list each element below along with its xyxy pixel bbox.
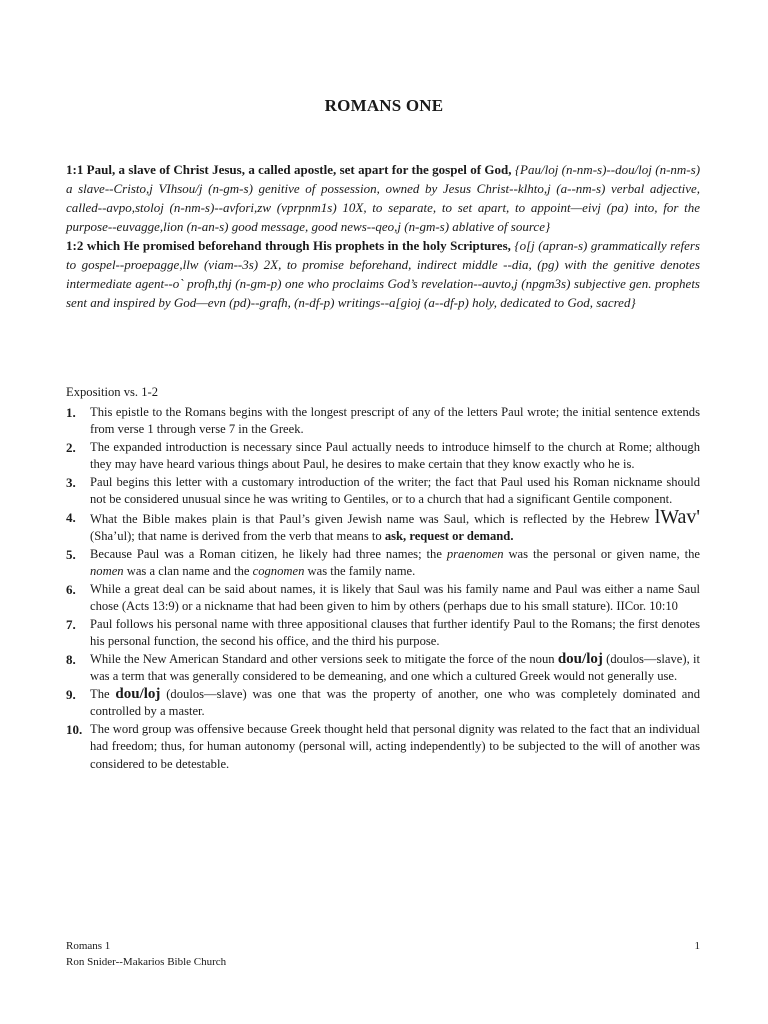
item-text: The word group was offensive because Greek thought held that personal dignity was related to the fact that an individual had freedom; thus, for human autonomy (personal will, acting independently) to be subjected to the will of another was considered to be detestable.: [90, 721, 700, 771]
item-number: 8.: [66, 651, 76, 667]
page-footer: [66, 938, 700, 970]
footer-book: Romans 1: [66, 940, 111, 952]
item-text: This epistle to the Romans begins with the longest prescript of any of the letters Paul wrote; the initial sentence extends from verse 1 through verse 7 in the Greek.: [90, 404, 700, 436]
list-item: [66, 686, 700, 721]
item-text: Paul follows his personal name with three appositional clauses that further identify Paul to the Romans; the first denotes his personal function, the second his office, and the third his purpose.: [90, 616, 700, 648]
greek-note: {Pau/loj (n-nm-s)--dou/loj (n-nm-s) a slave--Cristo,j VIhsou/j (n-gm-s) genitive of possession, owned by Jesus Christ--klhto,j (a--nm-s) verbal adjective, called--avpo,stoloj (n-nm-s)--avfori,zw (vprpnm1s) 10X, to separate, to set apart, to appoint—eivj (pa) into, for the purpose--euvagge,lion (n-an-s) good message, good news--qeo,j (n-gm-s) ablative of source}: [66, 162, 701, 234]
latin-term: nomen: [90, 564, 124, 578]
text-run: The: [90, 686, 116, 701]
item-number: 3.: [66, 474, 76, 490]
list-item: [66, 474, 700, 509]
item-text: Paul begins this letter with a customary introduction of the writer; the fact that Paul used his Roman nickname should not be considered unusual since he was writing to Gentiles, or to a church that had a significant Gentile component.: [90, 474, 700, 506]
item-text: While a great deal can be said about names, it is likely that Saul was his family name and Paul was either a name Saul chose (Acts 13:9) or a nickname that had been given to him by others (perhaps due to his small stature). IICor. 10:10: [90, 581, 700, 613]
text-run: was the family name.: [304, 564, 416, 578]
emphasis-text: ask, request or demand.: [384, 529, 514, 543]
text-run: What the Bible makes plain is that Paul’s given Jewish name was Saul, which is reflected by the Hebrew: [90, 511, 655, 526]
item-text: [90, 546, 700, 581]
item-text: [90, 686, 700, 721]
verse-text: 1:1 Paul, a slave of Christ Jesus, a called apostle, set apart for the gospel of God,: [66, 162, 512, 177]
greek-note: {o[j (apran-s) grammatically refers to gospel--proepagge,llw (viam--3s) 2X, to promise beforehand, indirect middle --dia, (pg) with the genitive denotes intermediate agent--o` profh,thj (n-gm-p) one who proclaims God’s revelation--auvto,j (npgm3s) subjective gen. prophets sent and inspired by God—evn (pd)--grafh, (n-df-p) writings--a[gioj (a--df-p) holy, dedicated to God, sacred}: [66, 238, 700, 310]
text-run: was a clan name and the: [123, 564, 253, 578]
text-run: (doulos—slave), it was a term that was generally considered to be demeaning, and one which a cultured Greek would not generally use.: [90, 651, 700, 683]
item-text: [90, 651, 700, 686]
text-run: Because Paul was a Roman citizen, he likely had three names; the: [90, 546, 447, 561]
text-run: (Sha’ul); that name is derived from the verb that means to: [90, 529, 385, 543]
exposition-heading: Exposition vs. 1-2: [66, 385, 159, 399]
page-number: 1: [694, 940, 700, 952]
item-text: The expanded introduction is necessary since Paul actually needs to introduce himself to the church at Rome; although they may have heard various things about Paul, he desires to make certain that they know exactly who he is.: [90, 439, 700, 471]
text-run: While the New American Standard and other versions seek to mitigate the force of the noun: [90, 651, 558, 666]
item-number: 5.: [66, 546, 76, 562]
list-item: [66, 581, 700, 616]
item-number: 1.: [66, 404, 76, 420]
exposition-section: [66, 384, 700, 773]
verse-section: [66, 160, 700, 312]
footer-author: Ron Snider--Makarios Bible Church: [66, 956, 227, 968]
page-title: ROMANS ONE: [324, 96, 444, 115]
list-item: [66, 616, 700, 651]
list-item: [66, 505, 700, 546]
list-item: [66, 721, 700, 774]
list-item: [66, 439, 700, 474]
latin-term: praenomen: [446, 546, 504, 561]
item-number: 10.: [66, 721, 83, 737]
item-number: 9.: [66, 686, 76, 702]
item-number: 4.: [66, 509, 76, 525]
item-number: 7.: [66, 616, 76, 632]
text-run: was the personal or given name, the: [503, 546, 700, 561]
hebrew-word: lWav': [654, 505, 700, 528]
greek-word: dou/loj: [115, 685, 161, 702]
verse-1-2: [66, 236, 700, 312]
verse-text: 1:2 which He promised beforehand through His prophets in the holy Scriptures,: [66, 238, 511, 253]
list-item: [66, 404, 700, 439]
list-item: [66, 546, 700, 581]
list-item: [66, 651, 700, 686]
verse-1-1: [66, 160, 700, 236]
item-number: 6.: [66, 581, 76, 597]
item-text: [90, 505, 700, 546]
greek-word: dou/loj: [557, 650, 603, 667]
latin-term: cognomen: [252, 564, 305, 578]
item-number: 2.: [66, 439, 76, 455]
exposition-list: [66, 404, 700, 774]
text-run: (doulos—slave) was one that was the property of another, one who was completely dominated and controlled by a master.: [90, 686, 700, 718]
